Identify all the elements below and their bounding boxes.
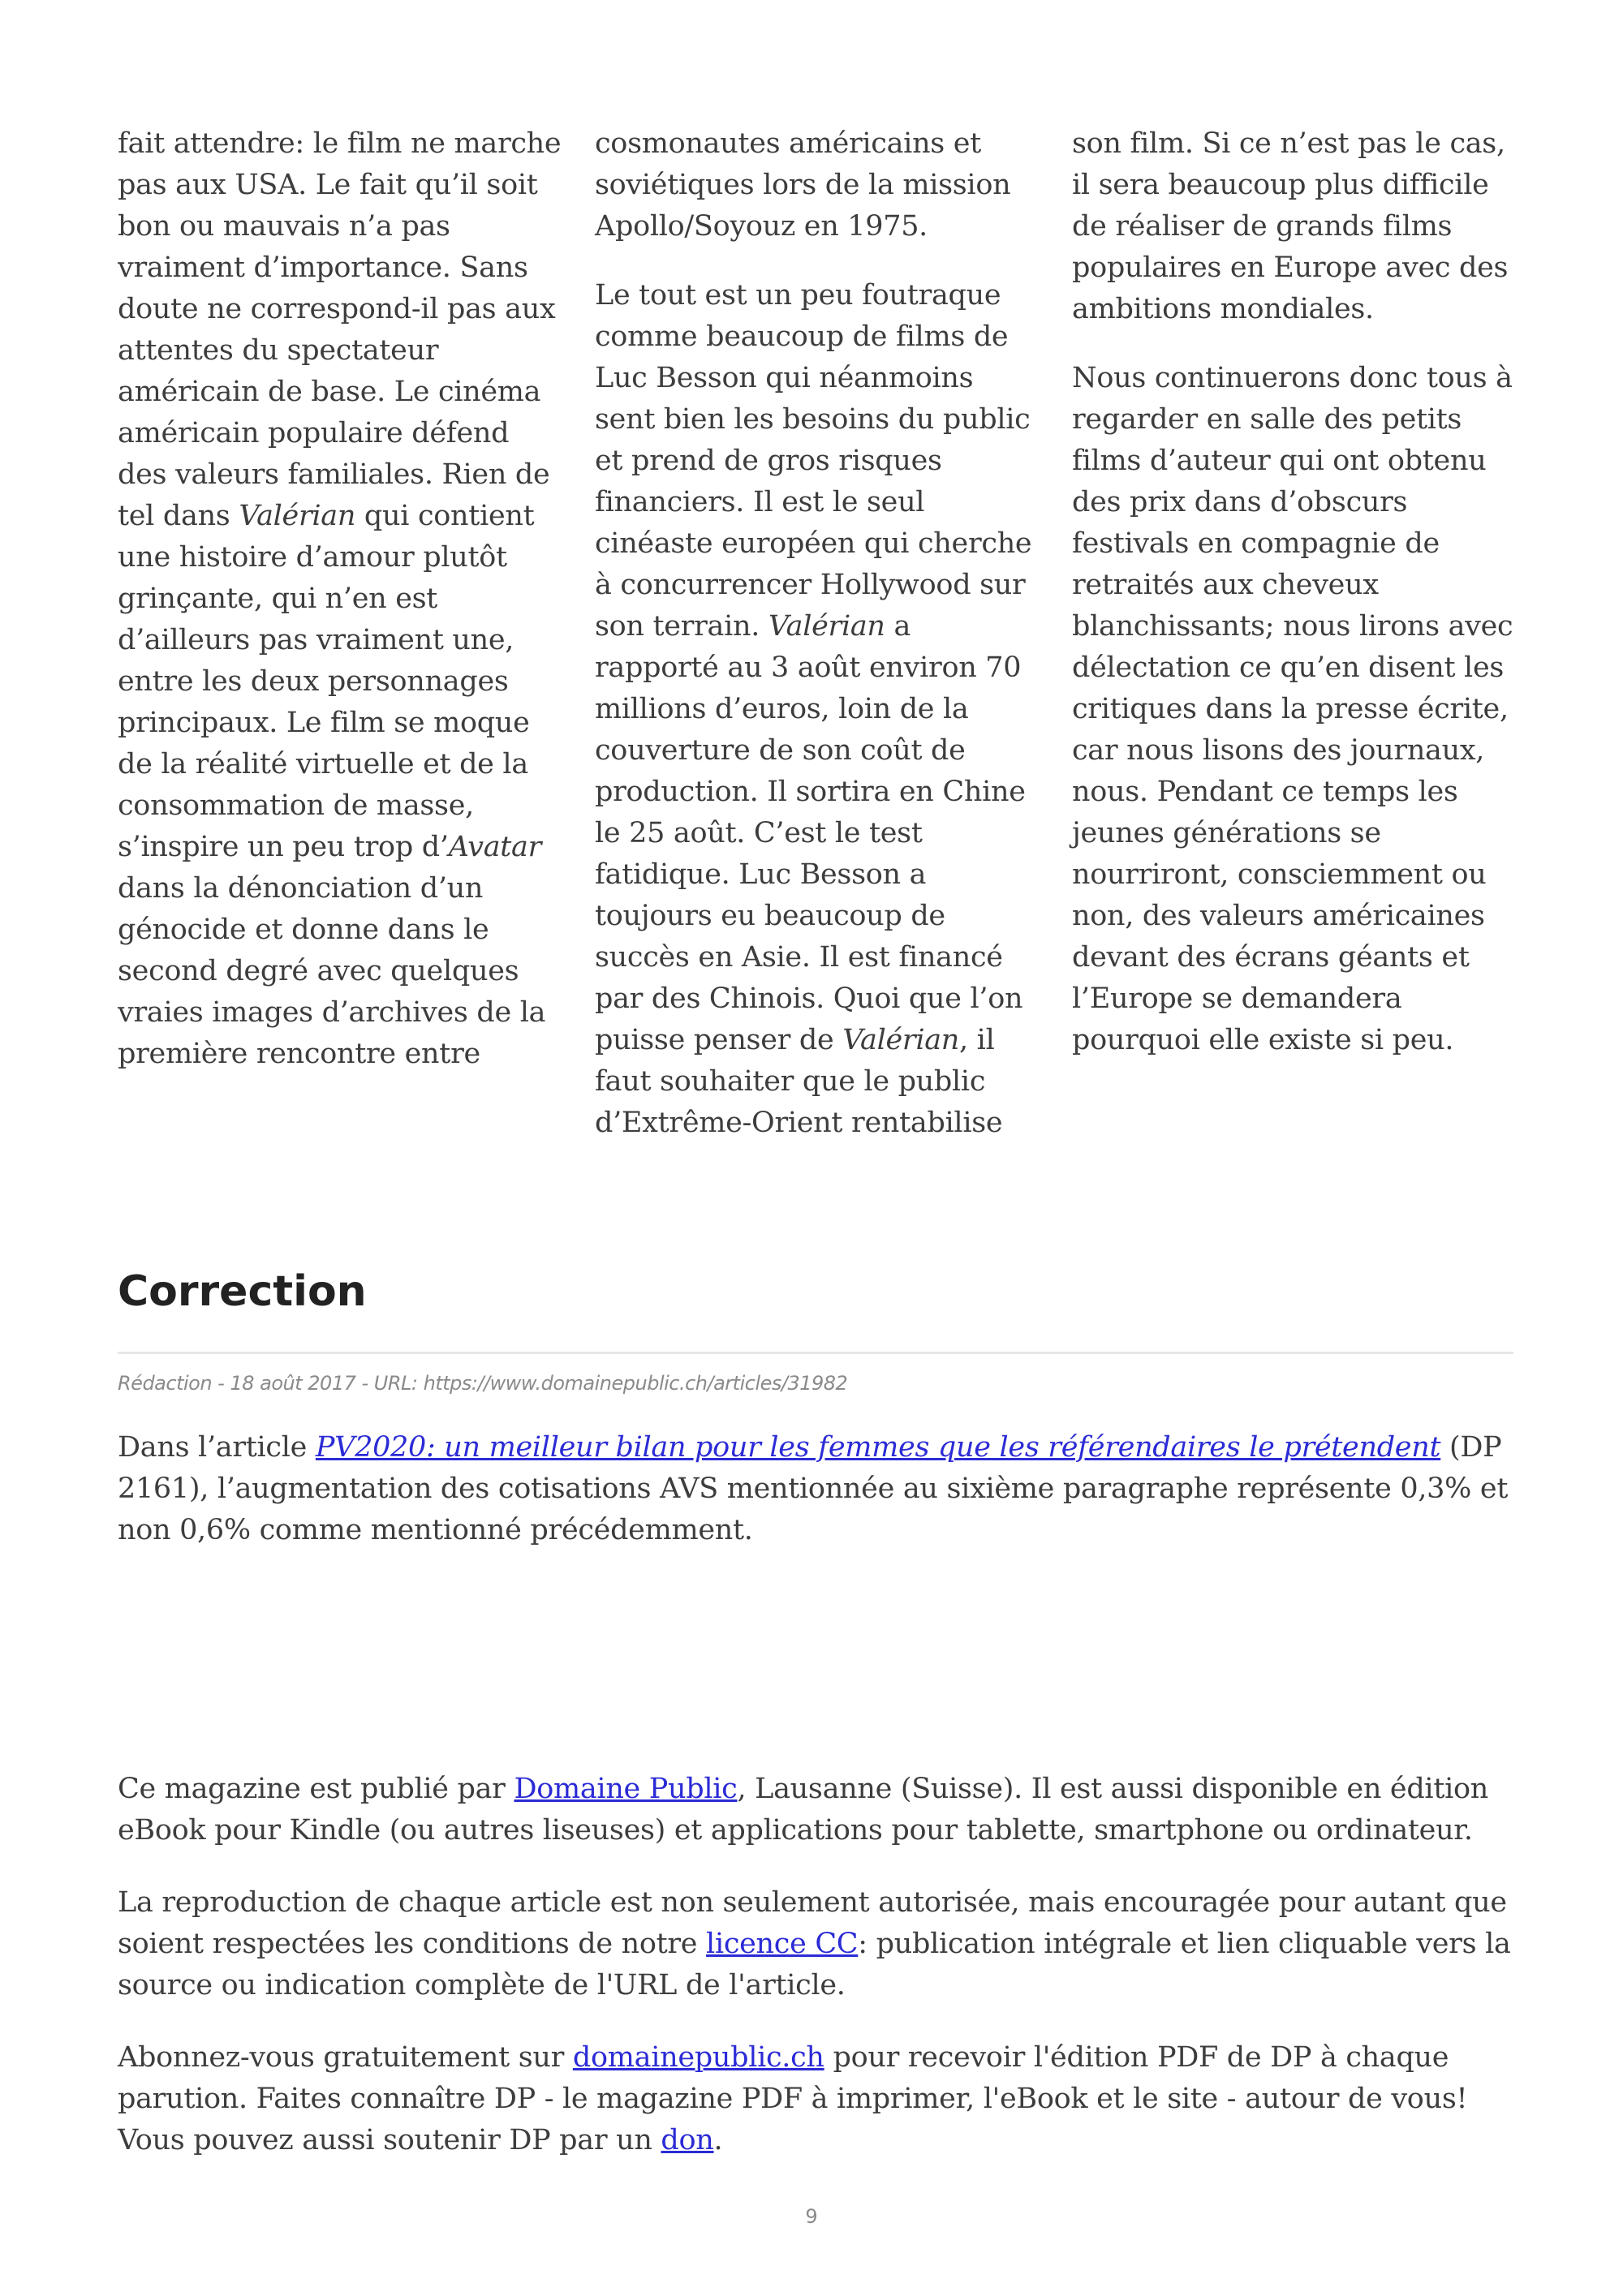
text-run: Abonnez-vous gratuitement sur (118, 2041, 573, 2074)
column-2 (595, 123, 1041, 1172)
article-columns (118, 123, 1513, 1139)
text-run: Le tout est un peu foutraque comme beaucoup de films de Luc Besson qui néanmoins sent bien les besoins du public et prend de gros risques financiers. Il est le seul cinéaste européen qui cherche à concurrencer Hollywood sur son terrain. (595, 279, 1032, 643)
domainepublic-site-link[interactable]: domainepublic.ch (572, 2041, 824, 2074)
article-link-pv2020[interactable]: PV2020: un meilleur bilan pour les femmes que les référendaires le prétendent (315, 1431, 1441, 1464)
text-run: dans la dénonciation d’un génocide et donne dans le second degré avec quelques vraies images d’archives de la première rencontre entre (118, 872, 546, 1070)
text-run: : publication intégrale et lien cliquable vers la source ou indication complète de l'URL de l'article. (118, 1928, 1511, 2001)
domaine-public-link[interactable]: Domaine Public (514, 1773, 738, 1805)
footer-paragraph-license (118, 1882, 1513, 2006)
magazine-footer (118, 1769, 1513, 2192)
column-2-paragraph-2 (595, 275, 1041, 1144)
film-title-italic: Valérian (768, 610, 885, 643)
text-run: , il faut souhaiter que le public d’Extrême-Orient rentabilise (595, 1024, 1003, 1139)
text-run: Dans l’article (118, 1431, 316, 1464)
text-run: fait attendre: le film ne marche pas aux USA. Le fait qu’il soit bon ou mauvais n’a pas vraiment d’importance. Sans doute ne correspond-il pas aux attentes du spectateur américain de base. Le cinéma américain populaire défend des valeurs familiales. Rien de tel dans (118, 127, 562, 532)
text-run: , Lausanne (Suisse). Il est aussi disponible en édition eBook pour Kindle (ou autres liseuses) et applications pour tablette, smartphone ou ordinateur. (118, 1773, 1488, 1847)
correction-article (118, 1266, 1513, 1551)
film-title-italic: Valérian (239, 500, 356, 532)
article-title: Correction (118, 1267, 367, 1316)
donation-link[interactable]: don (661, 2124, 714, 2156)
text-run: qui contient une histoire d’amour plutôt grinçante, qui n’en est d’ailleurs pas vraiment une, entre les deux personnages principaux. Le film se moque de la réalité virtuelle et de la consommation de masse, s’inspire un peu trop d’ (118, 500, 535, 863)
title-divider (118, 1352, 1513, 1354)
text-run: La reproduction de chaque article est non seulement autorisée, mais encouragée pour autant que soient respectées les conditions de notre (118, 1886, 1507, 1960)
text-run: pour recevoir l'édition PDF de DP à chaque parution. Faites connaître DP - le magazine PDF à imprimer, l'eBook et le site - autour de vous! Vous pouvez aussi soutenir DP par un (118, 2041, 1468, 2156)
text-run: a rapporté au 3 août environ 70 millions d’euros, loin de la couverture de son coût de production. Il sortira en Chine le 25 août. C’est le test fatidique. Luc Besson a toujours eu beaucoup de succès en Asie. Il est financé par des Chinois. Quoi que l’on puisse penser de (595, 610, 1026, 1056)
article-body (118, 1427, 1513, 1551)
column-2-paragraph-1: cosmonautes américains et soviétiques lors de la mission Apollo/Soyouz en 1975. (595, 127, 1011, 243)
film-title-italic: Valérian (842, 1024, 960, 1056)
footer-paragraph-publisher (118, 1769, 1513, 1851)
text-run: Ce magazine est publié par (118, 1773, 514, 1805)
licence-cc-link[interactable]: licence CC (706, 1928, 859, 1960)
footer-paragraph-subscribe (118, 2037, 1513, 2161)
film-title-italic: Avatar (448, 831, 542, 863)
column-1 (118, 123, 564, 1103)
column-1-paragraph (118, 123, 564, 1075)
text-run: . (713, 2124, 723, 2156)
column-3-paragraph-2: Nous continuerons donc tous à regarder en salle des petits films d’auteur qui ont obtenu des prix dans d’obscurs festivals en compagnie de retraités aux cheveux blanchissants; nous lirons avec délectation ce qu’en disent les critiques dans la presse écrite, car nous lisons des journaux, nous. Pendant ce temps les jeunes générations se nourriront, consciemment ou non, des valeurs américaines devant des écrans géants et l’Europe se demandera pourquoi elle existe si peu. (1072, 362, 1513, 1056)
column-3-paragraph-1: son film. Si ce n’est pas le cas, il sera beaucoup plus difficile de réaliser de grands films populaires en Europe avec des ambitions mondiales. (1072, 127, 1509, 325)
column-3 (1072, 123, 1518, 1089)
text-run: (DP 2161), l’augmentation des cotisations AVS mentionnée au sixième paragraphe représente 0,3% et non 0,6% comme mentionné précédemment. (118, 1431, 1509, 1546)
article-meta: Rédaction - 18 août 2017 - URL: https://www.domainepublic.ch/articles/31982 (118, 1372, 848, 1395)
page-number: 9 (805, 2205, 818, 2228)
